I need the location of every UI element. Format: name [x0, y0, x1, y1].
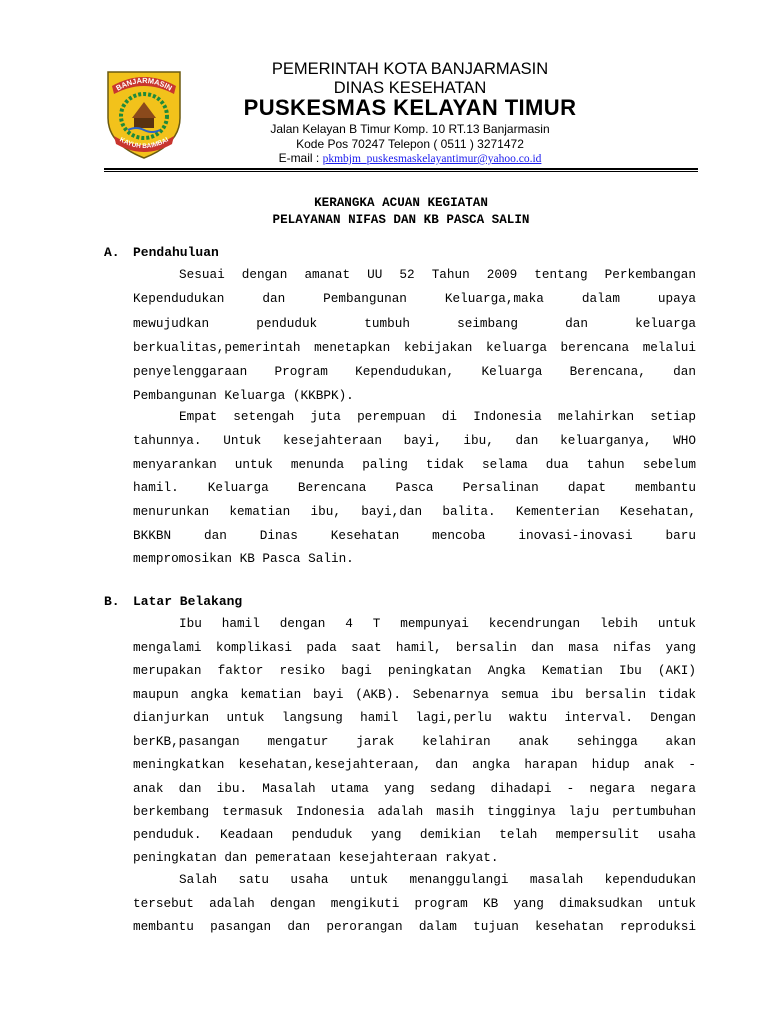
paragraph-line: Kependudukan dan Pembangunan Keluarga,maka dalam upaya — [133, 291, 696, 306]
letterhead-email-line — [196, 151, 624, 165]
paragraph-line: menyarankan untuk menunda paling tidak selama dua tahun sebelum — [133, 457, 696, 472]
paragraph-line: mewujudkan penduduk tumbuh seimbang dan keluarga — [133, 316, 696, 331]
paragraph-line: Pembangunan Keluarga (KKBPK). — [133, 388, 354, 403]
letterhead-contact: Kode Pos 70247 Telepon ( 0511 ) 3271472 — [296, 137, 524, 151]
paragraph-line: dianjurkan untuk langsung hamil lagi,perlu waktu interval. Dengan — [133, 710, 696, 725]
paragraph-line: anak dan ibu. Masalah utama yang sedang dihadapi - negara negara — [133, 781, 696, 796]
letterhead-institution: PUSKESMAS KELAYAN TIMUR — [243, 95, 577, 120]
letterhead-department: DINAS KESEHATAN — [333, 79, 487, 97]
paragraph-line: BKKBN dan Dinas Kesehatan mencoba inovasi-inovasi baru — [133, 528, 696, 543]
letterhead-government: PEMERINTAH KOTA BANJARMASIN — [271, 60, 549, 78]
letterhead-address: Jalan Kelayan B Timur Komp. 10 RT.13 Banjarmasin — [270, 122, 550, 136]
section-b-letter: B. — [104, 594, 120, 609]
paragraph-line: mengalami komplikasi pada saat hamil, bersalin dan masa nifas yang — [133, 640, 696, 655]
emblem-bottom-text: KAYUH BAIMBAI — [118, 136, 170, 151]
letterhead-divider-thick — [104, 168, 698, 170]
paragraph-line: peningkatan dan pemerataan kesejahteraan rakyat. — [133, 850, 499, 865]
section-b-title: Latar Belakang — [133, 594, 243, 609]
email-link[interactable]: pkmbjm_puskesmaskelayantimur@yahoo.co.id — [322, 153, 542, 165]
paragraph-line: berKB,pasangan mengatur jarak kelahiran anak sehingga akan — [133, 734, 696, 749]
letterhead-divider-thin — [104, 171, 698, 172]
section-a-title: Pendahuluan — [133, 245, 219, 260]
paragraph-line: penyelenggaraan Program Kependudukan, Keluarga Berencana, dan — [133, 364, 696, 379]
paragraph-line: hamil. Keluarga Berencana Pasca Persalinan dapat membantu — [133, 480, 696, 495]
paragraph-line: menurunkan kematian ibu, bayi,dan balita. Kementerian Kesehatan, — [133, 504, 696, 519]
paragraph-line: meningkatkan kesehatan,kesejahteraan, dan angka harapan hidup anak - — [133, 757, 696, 772]
paragraph-line: Empat setengah juta perempuan di Indonesia melahirkan setiap — [179, 409, 696, 424]
document-title-line-1: KERANGKA ACUAN KEGIATAN — [314, 196, 488, 210]
paragraph-line: merupakan faktor resiko bagi peningkatan Angka Kematian Ibu (AKI) — [133, 663, 696, 678]
emblem-top-text: BANJARMASIN — [114, 75, 174, 93]
paragraph-line: Sesuai dengan amanat UU 52 Tahun 2009 tentang Perkembangan — [179, 267, 696, 282]
paragraph-line: membantu pasangan dan perorangan dalam tujuan kesehatan reproduksi — [133, 919, 696, 934]
email-label: E-mail : — [278, 151, 323, 165]
paragraph-line: tersebut adalah dengan mengikuti program KB yang dimaksudkan untuk — [133, 896, 696, 911]
city-emblem-logo — [104, 66, 184, 160]
paragraph-line: berkembang termasuk Indonesia adalah masih tingginya laju pertumbuhan — [133, 804, 696, 819]
paragraph-line: Salah satu usaha untuk menanggulangi masalah kependudukan — [179, 872, 696, 887]
paragraph-line: berkualitas,pemerintah menetapkan kebijakan keluarga berencana melalui — [133, 340, 696, 355]
paragraph-line: penduduk. Keadaan penduduk yang demikian telah mempersulit usaha — [133, 827, 696, 842]
paragraph-line: tahunnya. Untuk kesejahteraan bayi, ibu, dan keluarganya, WHO — [133, 433, 696, 448]
paragraph-line: Ibu hamil dengan 4 T mempunyai kecendrungan lebih untuk — [179, 616, 696, 631]
document-title-line-2: PELAYANAN NIFAS DAN KB PASCA SALIN — [272, 213, 530, 227]
paragraph-line: maupun angka kematian bayi (AKB). Sebenarnya semua ibu bersalin tidak — [133, 687, 696, 702]
paragraph-line: mempromosikan KB Pasca Salin. — [133, 551, 354, 566]
section-a-letter: A. — [104, 245, 120, 260]
